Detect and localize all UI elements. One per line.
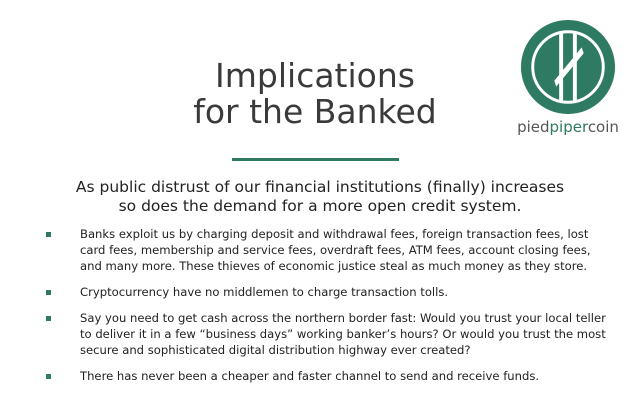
bullet-text: There has never been a cheaper and faster channel to send and receive funds.	[80, 369, 540, 383]
bullet-text: Cryptocurrency have no middlemen to charge transaction tolls.	[80, 285, 449, 299]
bullet-square-icon	[46, 290, 51, 295]
bullet-text: Say you need to get cash across the northern border fast: Would you trust your local teller to deliver it in a few “business days” working banker’s hours? Or would you trust the most secure and sophisticated digital distribution highway ever created?	[80, 311, 606, 357]
bullet-item	[44, 368, 614, 384]
bullet-item	[44, 310, 614, 358]
slide-title	[150, 58, 480, 130]
subtitle-line-1: As public distrust of our financial institutions (finally) increases	[75, 178, 565, 196]
subtitle-line-2: so does the demand for a more open credit system.	[118, 197, 522, 215]
piedpipercoin-logo	[512, 18, 624, 140]
bullet-item	[44, 226, 614, 274]
title-line-1: Implications	[215, 56, 415, 95]
title-line-2: for the Banked	[193, 92, 437, 131]
bullet-square-icon	[46, 316, 51, 321]
bullet-square-icon	[46, 232, 51, 237]
logo-wordmark	[512, 118, 624, 136]
bullet-text: Banks exploit us by charging deposit and withdrawal fees, foreign transaction fees, lost card fees, membership and service fees, overdraft fees, ATM fees, account closing fees, and many more. These thieves of economic justice steal as much money as they store.	[80, 227, 591, 273]
coin-emblem-icon	[519, 18, 617, 116]
logo-text-coin: coin	[587, 118, 619, 136]
bullet-square-icon	[46, 374, 51, 379]
title-divider	[232, 158, 399, 161]
logo-text-piper: piper	[549, 118, 588, 136]
slide-subtitle	[70, 178, 570, 216]
bullet-item	[44, 284, 614, 300]
bullet-list	[44, 226, 614, 394]
logo-text-pied: pied	[517, 118, 550, 136]
